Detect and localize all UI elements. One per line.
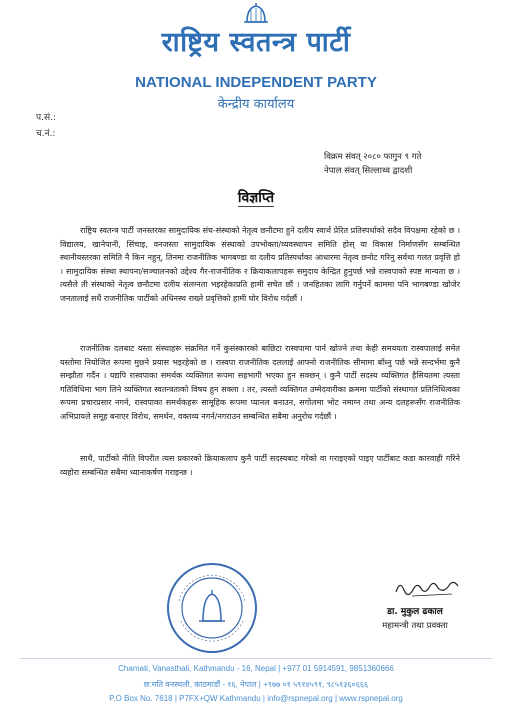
party-name-english: NATIONAL INDEPENDENT PARTY bbox=[135, 74, 377, 91]
bikram-sambat-date: विक्रम संवत् २०८० फागुन ९ गते bbox=[324, 152, 422, 162]
signatory-title: महामन्त्री तथा प्रवक्ता bbox=[382, 621, 448, 631]
signature bbox=[392, 574, 462, 600]
notice-paragraph-2: राजनीतिक दलबाट यस्ता संस्थाहरू संक्रमित गर्ने कुसंस्कारको बाछिटा रास्वपामा पार्न खोज्ने तथा केही समययता रास्वपालाई समेत यस्तोमा नियोजित रूपमा मुछ्ने प्रयास भइरहेको छ । रास्वपा राजनीतिक दललाई आफ्नो राजनीतिक सीमामा बाँध्नु पर्छ भन्ने सन्दर्भमा कुनै सम्झौता गर्दैन । यद्यपि रास्वपाका समर्थक व्यक्तिगत रूपमा सहभागी भएका हुन सक्छन् । कुनै पार्टी सदस्य व्यक्तिगत हैसियतमा त्यस्ता गतिविधिमा भाग लिने व्यक्तिगत स्वतन्त्रताको विषय हुन सक्ला । तर, त्यस्तो व्यक्तिगत उम्मेदवारीका क्रममा पार्टीको संस्थागत प्रतिनिधित्वका रूपमा प्रचारप्रसार नगर्न, रास्वपाका समर्थकहरू सामूहिक रूपमा प्यानल बनाउन, सगोलमा भोट नमाग्न तथा अन्य दलहरूसँग राजनीतिक अभिप्रायले समूह बनाएर विरोध, समर्थन, वक्तव्य नगर्न/नगराउन सम्बन्धित सबैमा अनुरोध गर्दछौं । bbox=[60, 344, 460, 421]
notice-title: विज्ञप्ति bbox=[237, 190, 275, 206]
bell-logo-icon bbox=[238, 2, 274, 24]
reference-number-field bbox=[36, 110, 56, 123]
reference-number-label: प.सं.: bbox=[36, 113, 56, 123]
footer-divider bbox=[20, 658, 492, 659]
footer-address-english: Chamati, Vanasthali, Kathmandu - 16, Nepal | +977 01 5914591, 9851360666 bbox=[118, 664, 394, 673]
footer-address-nepali: छ:मति वनस्थली, काठमाडौं - १६, नेपाल | +९७७ ०१ ५९१४५९१, ९८५१३६०६६६ bbox=[143, 680, 369, 689]
title-underline bbox=[238, 206, 274, 207]
date-block bbox=[324, 150, 421, 178]
dispatch-number-label: च.नं.: bbox=[36, 129, 56, 139]
dispatch-number-field bbox=[36, 126, 55, 139]
nepal-sambat-date: नेपाल संवत् सिल्लाथ्व द्वादशी bbox=[324, 166, 413, 176]
footer-contact: P.O Box No. 7618 | P7FX+QW Kathmandu | info@rspnepal.org | www.rspnepal.org bbox=[109, 694, 403, 703]
office-label: केन्द्रीय कार्यालय bbox=[217, 97, 295, 112]
notice-paragraph-1: राष्ट्रिय स्वतन्त्र पार्टी जनस्तरका सामुदायिक संघ-संस्थाको नेतृत्व छनौटमा हुने दलीय स्वार्थ प्रेरित प्रतिस्पर्धाको सदैव विपक्षमा रहेको छ । विद्यालय, खानेपानी, सिंचाइ, वनजस्ता सामुदायिक संस्थाको उपभोक्ता/व्यवस्थापन समिति होस् या विकास निर्माणसँग सम्बन्धित स्थानीयस्तरका समिति नै किन नहुन्, तिनमा राजनीतिक भागबण्डा वा दलीय प्रतिस्पर्धाका आधारमा नेतृत्व छनोट गरिनु सर्वथा गलत प्रवृत्ति हो । सामुदायिक संस्था स्थापना/सञ्चालनको उद्देश्य गैर-राजनीतिक र क्रियाकलापहरू समुदाय केन्द्रित हुनुपर्छ भन्ने रास्वपाको स्पष्ट मान्यता छ । त्यसैले ती संस्थाको नेतृत्व छनौटमा दलीय संलग्नता भइरहेकाप्रति हामी सचेत छौं । जनहितका लागि गर्नुपर्ने काममा पनि भागबण्डा खोजेर जनतालाई सधैं राजनीतिक पार्टीको अधिनस्थ राख्ने प्रवृत्तिको हामी घोर विरोध गर्दछौं । bbox=[60, 226, 460, 303]
signatory-name: डा. मुकुल ढकाल bbox=[387, 607, 443, 617]
party-name-nepali: राष्ट्रिय स्वतन्त्र पार्टी bbox=[161, 27, 351, 58]
notice-paragraph-3: साथै, पार्टीको नीति विपरीत त्यस प्रकारको क्रियाकलाप कुनै पार्टी सदस्यबाट गरेको वा गराइएको पाइए पार्टीबाट कडा कारवाही गरिने व्यहोरा सम्बन्धित सबैमा ध्यानाकर्षण गराइन्छ । bbox=[60, 454, 460, 477]
party-seal-stamp bbox=[165, 561, 259, 655]
